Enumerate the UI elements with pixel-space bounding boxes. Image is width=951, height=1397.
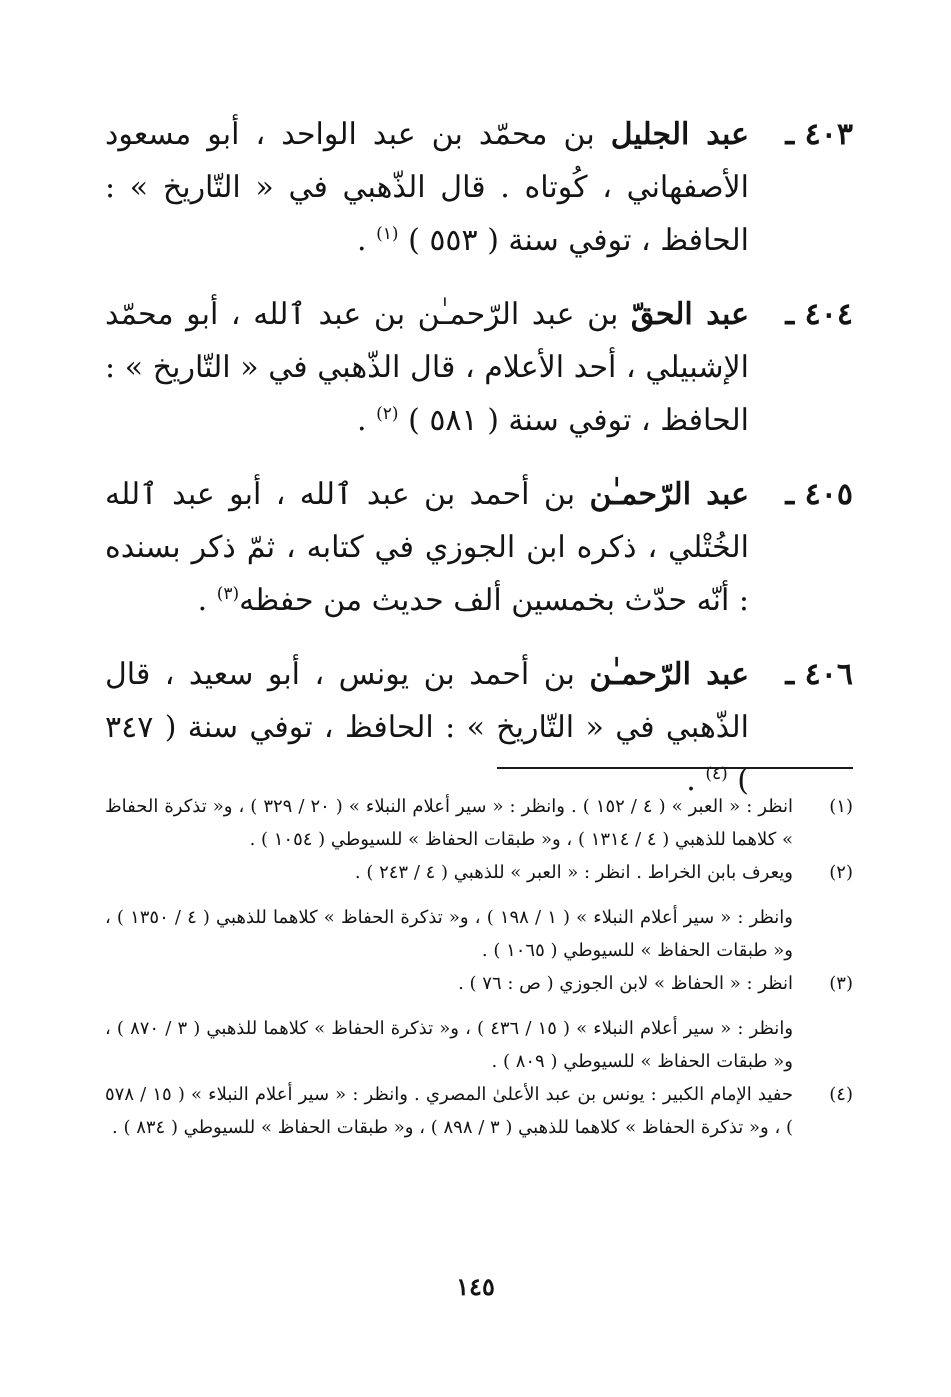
entry-body <box>105 648 749 807</box>
entry-text: بن أحمد بن عبد ٱلله ، أبو عبد ٱلله الخُتْلي ، ذكره ابن الجوزي في كتابه ، ثمّ ذكر بسنده : أنّه حدّث بخمسين ألف حديث من حفظه <box>105 477 749 618</box>
entry-403 <box>105 108 853 267</box>
footnotes <box>105 790 853 1144</box>
entry-body <box>105 108 749 267</box>
footnote-2 <box>105 856 853 889</box>
biography-entries <box>105 108 853 828</box>
entry-body <box>105 288 749 447</box>
entry-end: . <box>686 763 696 798</box>
footnote-number: (١) <box>829 796 853 817</box>
footnote-ref: (٣) <box>216 584 240 604</box>
footnote-3-continuation: وانظر : « سير أعلام النبلاء » ( ١٥ / ٤٣٦ ) ، و« تذكرة الحفاظ » كلاهما للذهبي ( ٣ / ٨٧٠ ) ، و« طبقات الحفاظ » للسيوطي ( ٨٠٩ ) . <box>105 1018 794 1072</box>
entry-404 <box>105 288 853 447</box>
footnote-text: انظر : « العبر » ( ٤ / ١٥٢ ) . وانظر : « سير أعلام النبلاء » ( ٢٠ / ٣٢٩ ) ، و« تذكرة الحفاظ » كلاهما للذهبي ( ٤ / ١٣١٤ ) ، و« طبقات الحفاظ » للسيوطي ( ١٠٥٤ ) . <box>105 796 793 850</box>
entry-name: عبد الرّحمـٰن <box>589 477 750 512</box>
entry-end: . <box>357 403 367 438</box>
footnote-text: انظر : « الحفاظ » لابن الجوزي ( ص : ٧٦ ) . <box>458 973 793 994</box>
footnote-number: (٤) <box>829 1084 853 1105</box>
footnote-number: (٢) <box>829 862 853 883</box>
entry-text: بن أحمد بن يونس ، أبو سعيد ، قال الذّهبي في « التّاريخ » : الحافظ ، توفي سنة ( ٣٤٧ ) <box>105 657 749 798</box>
page-number: ١٤٥ <box>456 1272 495 1301</box>
footnote-1 <box>105 790 853 856</box>
footnote-2-continuation: وانظر : « سير أعلام النبلاء » ( ١ / ١٩٨ ) ، و« تذكرة الحفاظ » كلاهما للذهبي ( ٤ / ١٣٥٠ ) ، و« طبقات الحفاظ » للسيوطي ( ١٠٦٥ ) . <box>105 907 794 961</box>
entry-number: ٤٠٤ ـ <box>785 297 853 332</box>
footnote-text: ويعرف بابن الخراط . انظر : « العبر » للذهبي ( ٤ / ٢٤٣ ) . <box>354 862 793 883</box>
footnote-3 <box>105 967 853 1000</box>
footnote-text: حفيد الإمام الكبير : يونس بن عبد الأعلىٰ المصري . وانظر : « سير أعلام النبلاء » ( ١٥ / ٥٧٨ ) ، و« تذكرة الحفاظ » كلاهما للذهبي ( ٣ / ٨٩٨ ) ، و« طبقات الحفاظ » للسيوطي ( ٨٣٤ ) . <box>105 1084 793 1138</box>
entry-406 <box>105 648 853 807</box>
footnote-ref: (٤) <box>705 764 728 784</box>
entry-405 <box>105 468 853 627</box>
footnote-number: (٣) <box>829 973 853 994</box>
entry-text: بن محمّد بن عبد الواحد ، أبو مسعود الأصفهاني ، كُوتاه . قال الذّهبي في « التّاريخ » : الحافظ ، توفي سنة ( ٥٥٣ ) <box>105 117 749 258</box>
entry-body <box>105 468 749 627</box>
entry-end: . <box>357 223 367 258</box>
footnote-ref: (١) <box>376 224 399 244</box>
entry-text: بن عبد الرّحمـٰن بن عبد ٱلله ، أبو محمّد الإشبيلي ، أحد الأعلام ، قال الذّهبي في « التّاريخ » : الحافظ ، توفي سنة ( ٥٨١ ) <box>105 297 749 438</box>
entry-name: عبد الجليل <box>610 117 749 152</box>
footnote-4 <box>105 1078 853 1144</box>
entry-number: ٤٠٦ ـ <box>785 657 853 692</box>
entry-number: ٤٠٥ ـ <box>785 477 853 512</box>
entry-name: عبد الحقّ <box>630 297 749 332</box>
entry-name: عبد الرّحمـٰن <box>589 657 749 692</box>
entry-number: ٤٠٣ ـ <box>785 117 853 152</box>
entry-end: . <box>197 583 208 618</box>
footnote-divider <box>497 767 853 769</box>
footnote-ref: (٢) <box>376 404 399 424</box>
